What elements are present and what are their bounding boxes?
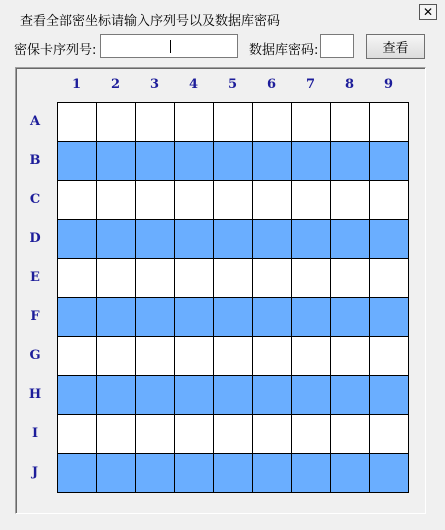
serial-number-label: 密保卡序列号: <box>14 43 97 58</box>
grid-cell-e7 <box>292 259 331 298</box>
row-header-i: I <box>31 426 39 441</box>
grid-cell-e1 <box>58 259 97 298</box>
grid-cell-a2 <box>97 103 136 142</box>
grid-cell-c7 <box>292 181 331 220</box>
grid-cell-b5 <box>214 142 253 181</box>
grid-cell-a8 <box>331 103 370 142</box>
grid-cell-j9 <box>370 454 409 493</box>
grid-cell-i1 <box>58 415 97 454</box>
grid-cell-a5 <box>214 103 253 142</box>
column-header-1: 1 <box>71 77 82 92</box>
grid-cell-a3 <box>136 103 175 142</box>
column-header-3: 3 <box>149 77 160 92</box>
grid-cell-e2 <box>97 259 136 298</box>
grid-cell-f1 <box>58 298 97 337</box>
column-header-2: 2 <box>110 77 121 92</box>
grid-cell-e3 <box>136 259 175 298</box>
grid-cell-g1 <box>58 337 97 376</box>
db-password-input[interactable] <box>320 34 354 58</box>
text-caret <box>170 40 171 53</box>
grid-cell-e4 <box>175 259 214 298</box>
grid-cell-g5 <box>214 337 253 376</box>
row-header-f: F <box>30 309 40 324</box>
grid-cell-b3 <box>136 142 175 181</box>
grid-cell-h1 <box>58 376 97 415</box>
grid-cell-h3 <box>136 376 175 415</box>
row-header-e: E <box>30 270 40 285</box>
grid-cell-a9 <box>370 103 409 142</box>
row-header-c: C <box>29 192 41 207</box>
grid-cell-i3 <box>136 415 175 454</box>
grid-cell-c2 <box>97 181 136 220</box>
grid-cell-c1 <box>58 181 97 220</box>
grid-cell-h5 <box>214 376 253 415</box>
row-header-d: D <box>29 231 41 246</box>
grid-cell-j1 <box>58 454 97 493</box>
column-header-8: 8 <box>344 77 355 92</box>
grid-cell-i2 <box>97 415 136 454</box>
grid-cell-b7 <box>292 142 331 181</box>
grid-cell-b1 <box>58 142 97 181</box>
row-header-h: H <box>28 387 42 402</box>
grid-cell-j2 <box>97 454 136 493</box>
grid-cell-i7 <box>292 415 331 454</box>
grid-cell-a6 <box>253 103 292 142</box>
column-header-9: 9 <box>383 77 394 92</box>
grid-cell-c9 <box>370 181 409 220</box>
grid-cell-e8 <box>331 259 370 298</box>
grid-cell-j8 <box>331 454 370 493</box>
row-header-j: J <box>31 465 39 480</box>
grid-cell-h6 <box>253 376 292 415</box>
grid-cell-j4 <box>175 454 214 493</box>
grid-cell-d5 <box>214 220 253 259</box>
grid-cell-g6 <box>253 337 292 376</box>
grid-cell-h9 <box>370 376 409 415</box>
grid-cell-j6 <box>253 454 292 493</box>
grid-cell-g9 <box>370 337 409 376</box>
grid-cell-b4 <box>175 142 214 181</box>
grid-cell-c3 <box>136 181 175 220</box>
grid-cell-d2 <box>97 220 136 259</box>
row-header-g: G <box>29 348 41 363</box>
grid-cell-g2 <box>97 337 136 376</box>
grid-cell-b2 <box>97 142 136 181</box>
grid-cell-i6 <box>253 415 292 454</box>
grid-cell-j5 <box>214 454 253 493</box>
grid-cell-a1 <box>58 103 97 142</box>
grid-cell-i4 <box>175 415 214 454</box>
grid-cell-d8 <box>331 220 370 259</box>
grid-cell-e6 <box>253 259 292 298</box>
column-header-4: 4 <box>188 77 199 92</box>
column-header-7: 7 <box>305 77 316 92</box>
grid-cell-c5 <box>214 181 253 220</box>
grid-cell-a7 <box>292 103 331 142</box>
close-button[interactable] <box>419 4 437 20</box>
view-button[interactable]: 查看 <box>366 34 425 59</box>
grid-cell-b8 <box>331 142 370 181</box>
coordinate-grid <box>57 102 409 493</box>
grid-cell-d6 <box>253 220 292 259</box>
grid-cell-j3 <box>136 454 175 493</box>
grid-cell-h2 <box>97 376 136 415</box>
grid-cell-c8 <box>331 181 370 220</box>
grid-cell-g3 <box>136 337 175 376</box>
grid-cell-h8 <box>331 376 370 415</box>
grid-cell-e9 <box>370 259 409 298</box>
grid-cell-h7 <box>292 376 331 415</box>
grid-cell-e5 <box>214 259 253 298</box>
window-title: 查看全部密坐标请输入序列号以及数据库密码 <box>20 14 281 29</box>
grid-cell-g8 <box>331 337 370 376</box>
grid-cell-f6 <box>253 298 292 337</box>
column-header-6: 6 <box>266 77 277 92</box>
grid-cell-i5 <box>214 415 253 454</box>
grid-cell-f4 <box>175 298 214 337</box>
grid-cell-g4 <box>175 337 214 376</box>
grid-cell-i9 <box>370 415 409 454</box>
grid-cell-j7 <box>292 454 331 493</box>
grid-cell-f2 <box>97 298 136 337</box>
grid-cell-b9 <box>370 142 409 181</box>
grid-cell-f5 <box>214 298 253 337</box>
close-icon: ✕ <box>422 5 434 19</box>
grid-cell-d1 <box>58 220 97 259</box>
row-header-a: A <box>29 114 41 129</box>
grid-cell-i8 <box>331 415 370 454</box>
grid-cell-a4 <box>175 103 214 142</box>
grid-cell-f8 <box>331 298 370 337</box>
grid-cell-f7 <box>292 298 331 337</box>
grid-cell-d7 <box>292 220 331 259</box>
grid-cell-c6 <box>253 181 292 220</box>
grid-cell-d9 <box>370 220 409 259</box>
grid-cell-c4 <box>175 181 214 220</box>
grid-cell-h4 <box>175 376 214 415</box>
grid-cell-b6 <box>253 142 292 181</box>
serial-number-input[interactable] <box>100 34 238 58</box>
column-header-5: 5 <box>227 77 238 92</box>
grid-cell-f9 <box>370 298 409 337</box>
grid-cell-d4 <box>175 220 214 259</box>
grid-cell-f3 <box>136 298 175 337</box>
db-password-label: 数据库密码: <box>249 43 319 58</box>
grid-cell-d3 <box>136 220 175 259</box>
grid-cell-g7 <box>292 337 331 376</box>
row-header-b: B <box>29 153 41 168</box>
